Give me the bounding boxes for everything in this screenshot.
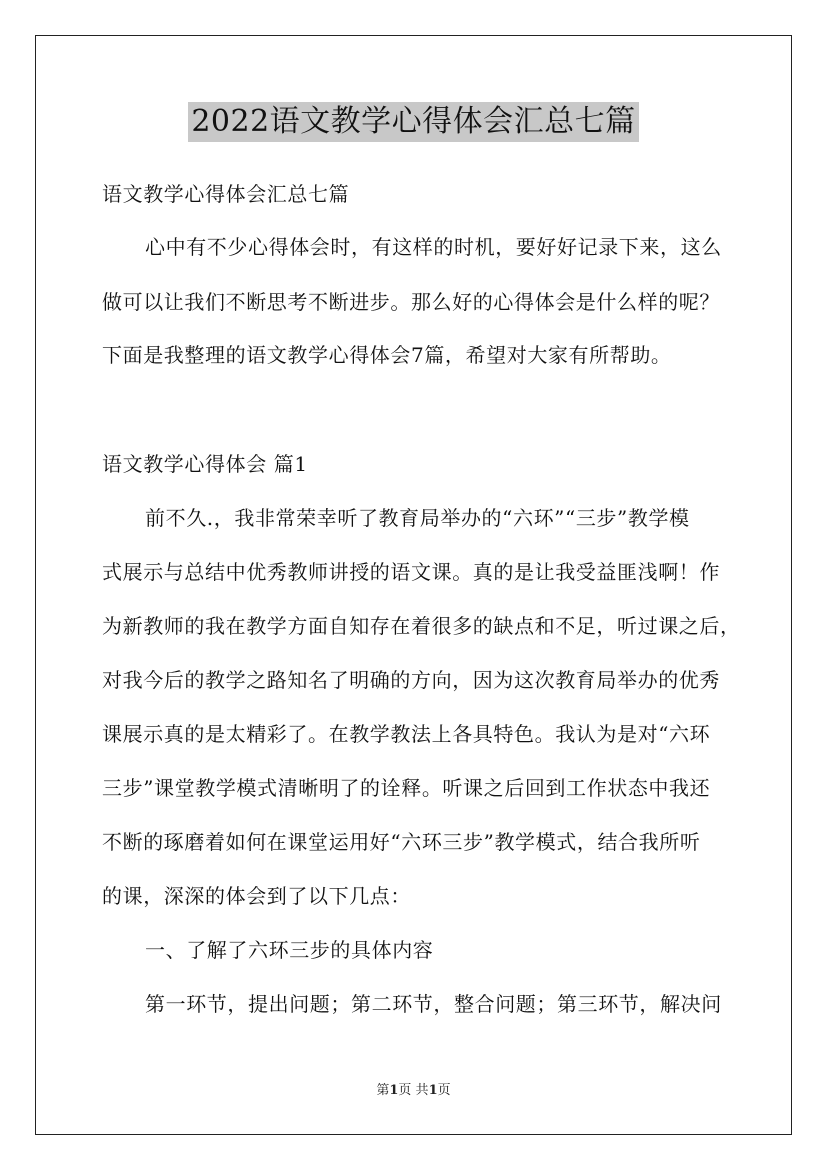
intro-line-1: 心中有不少心得体会时，有这样的时机，要好好记录下来，这么 <box>145 235 722 259</box>
intro-line-3: 下面是我整理的语文教学心得体会7篇，希望对大家有所帮助。 <box>102 343 672 367</box>
body-line-3: 为新教师的我在教学方面自知存在着很多的缺点和不足，听过课之后， <box>102 614 741 638</box>
document-subtitle: 语文教学心得体会汇总七篇 <box>102 182 350 206</box>
body-line-6: 三步”课堂教学模式清晰明了的诠释。听课之后回到工作状态中我还 <box>102 776 711 800</box>
page-footer <box>0 1082 827 1100</box>
body-line-4: 对我今后的教学之路知名了明确的方向，因为这次教育局举办的优秀 <box>102 668 720 692</box>
intro-line-2: 做可以让我们不断思考不断进步。那么好的心得体会是什么样的呢？ <box>102 290 720 314</box>
footer-page-total: 1 <box>428 1083 438 1098</box>
body-line-1: 前不久.，我非常荣幸听了教育局举办的“六环”“三步”教学模 <box>145 506 690 530</box>
body-line-5: 课展示真的是太精彩了。在教学教法上各具特色。我认为是对“六环 <box>102 722 711 746</box>
body-line-2: 式展示与总结中优秀教师讲授的语文课。真的是让我受益匪浅啊！作 <box>102 560 720 584</box>
footer-page-prefix: 第 <box>376 1083 390 1098</box>
point-text: 第一环节，提出问题；第二环节，整合问题；第三环节，解决问 <box>145 992 722 1016</box>
point-heading: 一、了解了六环三步的具体内容 <box>145 938 434 962</box>
body-line-8: 的课，深深的体会到了以下几点： <box>102 884 411 908</box>
footer-page-suffix: 页 <box>437 1083 451 1098</box>
section-heading: 语文教学心得体会 篇1 <box>102 452 308 476</box>
title-container <box>0 102 827 142</box>
footer-page-mid: 页 共 <box>398 1083 429 1098</box>
footer-page-number: 1 <box>389 1083 399 1098</box>
body-line-7: 不断的琢磨着如何在课堂运用好“六环三步”教学模式，结合我所听 <box>102 830 701 854</box>
document-title: 2022语文教学心得体会汇总七篇 <box>188 102 638 142</box>
